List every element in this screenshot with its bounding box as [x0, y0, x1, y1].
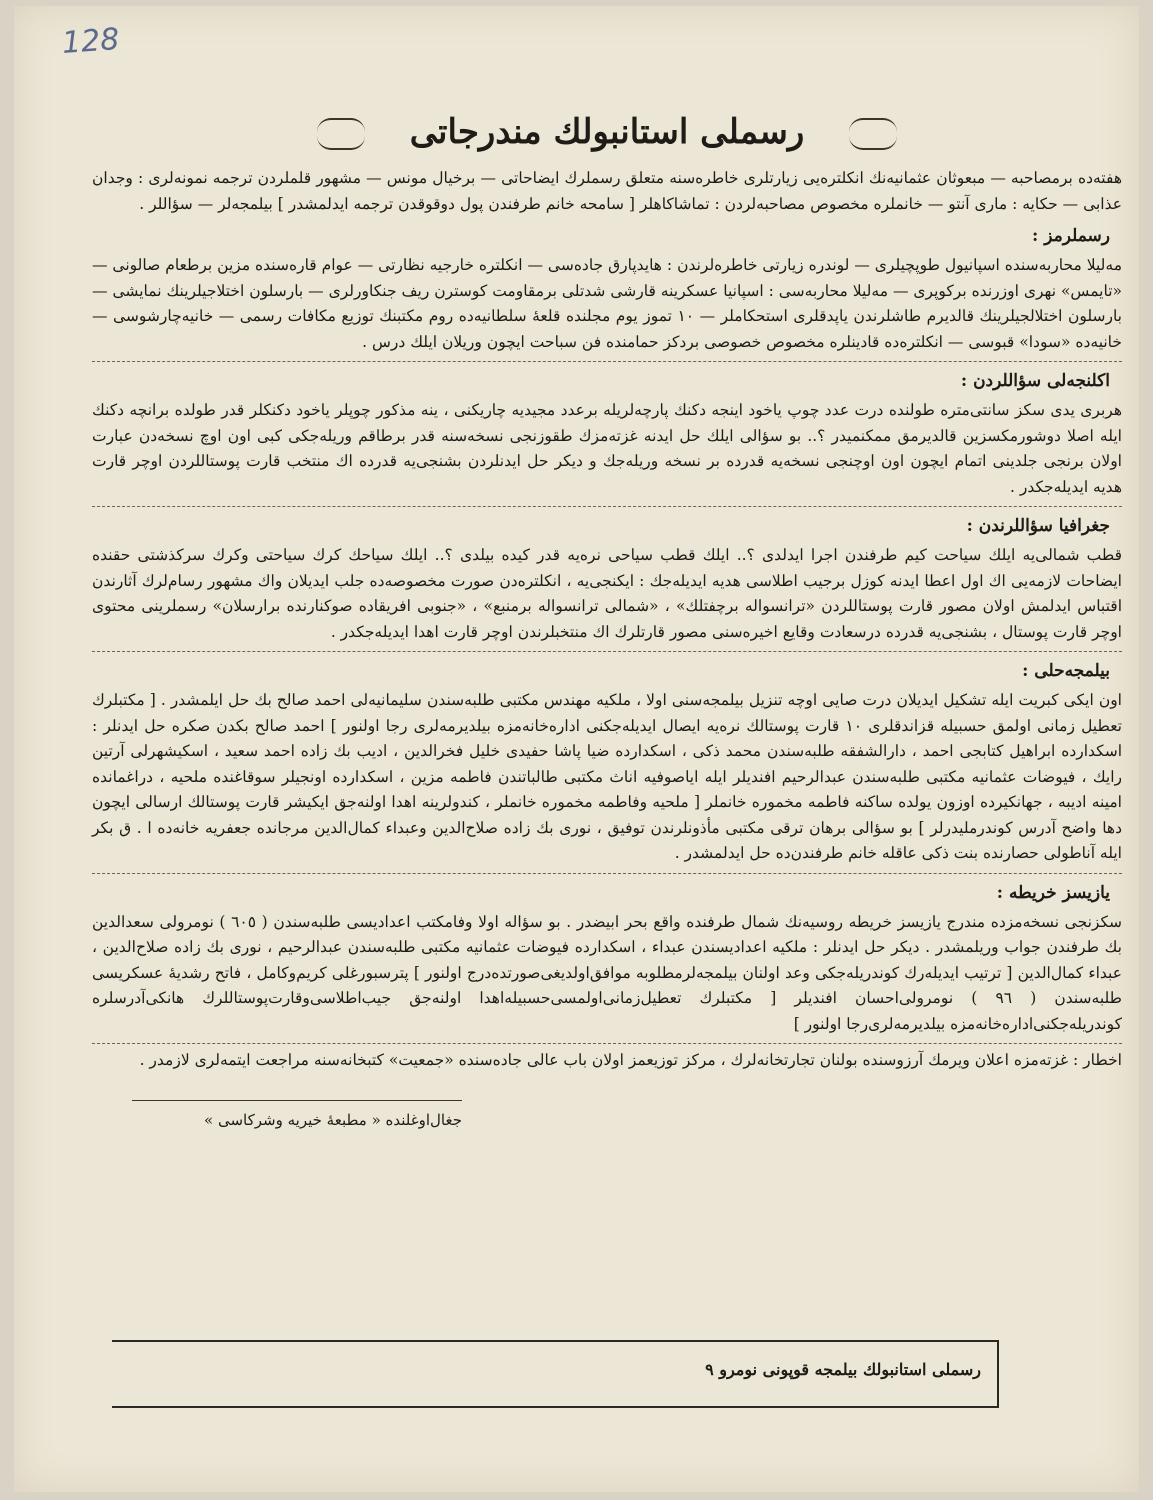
section-text-blank-map: سكزنجی نسخه‌مزده مندرج یازیسز خریطه روسیه‌نك شمال طرفنده واقع بحر ابیضدر . بو سؤاله اولا وفامكتب اعدادیسی طلبه‌سندن ( ٦٠٥ ) نومرولی سعدالدین بك طرفندن جواب وریلمشدر . دیكر حل ایدنلر : ملكیه اعدادیسندن عبداء ، اسكدارده فیوضات عثمانیه مكتبی طلبه‌سندن عبدالرحیم ، نوری بك زاده صلاح‌الدین ، عبداء كمال‌الدین [ ترتیب ایدیله‌رك كوندریله‌جكی وعد اولنان بیلمجه‌لرمطلوبه موافق‌اولدیغی‌صورتده‌درج اولنور ] پترسبورغلی كریم‌وكامل ، فاتح رشدیهٔ عسكریسی طلبه‌سندن ( ٩٦ ) نومرولی‌احسان افندیلر [ مكتبلرك تعطیل‌زمانی‌اولمسی‌حسبیله‌اهدا اولنه‌جق جیب‌اطلاسی‌وقارت‌پوستاللرك هانكی‌آدرسلره كوندریله‌جكنی‌اداره‌خانه‌مزه بیلدیرمه‌لری‌رجا اولنور ]	[92, 912, 1122, 1033]
section-divider	[92, 506, 1122, 507]
ornament-left-icon	[317, 118, 365, 150]
section-divider	[92, 651, 1122, 652]
printer-imprint: جغال‌اوغلنده « مطبعهٔ خیریه وشركاسی »	[132, 1100, 462, 1129]
section-text-riddle-solution: اون ایكی كبریت ایله تشكیل ایدیلان درت صایی اوچه تنزیل بیلمجه‌سنی اولا ، ملكیه مهندس مكتبی طلبه‌سندن سلیمانیه‌لی احمد صالح بك حل ایلمشدر . [ مكتبلرك تعطیل زمانی اولمق حسبیله قزاندقلری ۱۰ قارت پوستالك نره‌یه ایصال ایدیله‌جكنی اداره‌خانه‌مزه بیلدیرمه‌لری رجا اولنور ] احمد صالح بكدن صكره حل ایدنلر : اسكدارده ابراهیل كتابجی احمد ، دارالشفقه طلبه‌سندن محمد ذكی ، اسكدارده ضیا پاشا حفیدی خلیل فخرالدین ، ادیب بك زاده احمد سعید ، اسكیشهرلی آرتین رایك ، فیوضات عثمانیه مكتبی طلبه‌سندن عبدالرحیم افندیلر ایله ایاصوفیه اناث مكتبی طالباتندن فاطمه مزین ، اسكدارده اونجیلر سوقاغنده ملحیه ، دراغمانده امینه ادیبه ، جهانكیرده اوزون یولده ساكنه فاطمه مخموره خانملر [ ملحیه وفاطمه مخموره خانملر ، كندولرینه اهدا اولنه‌جق ایكیشر قارت پوستالك ارسالی ایچون دها واضح آدرس كوندرملیدرلر ] بو سؤالی برهان ترقی مكتبی مأذونلرندن توفیق ، نوری بك زاده صلاح‌الدین وعبداء كمال‌الدین مرجانده جعفریه خانه‌ده ا . ق بكر ایله آناطولی حصارنده بنت ذكی عاقله خانم طرفندن‌ده حل ایدلمشدر .	[92, 691, 1122, 862]
masthead-text: رسملی استانبولك مندرجاتی	[409, 112, 805, 152]
section-divider	[92, 873, 1122, 874]
section-text-pictures: مه‌لیلا محاربه‌سنده اسپانیول طوپچیلری — لوندره زیارتی خاطره‌لرندن : هایدپارق جاده‌سی — انكلتره خارجیه نظارتی — عوام قاره‌سنده مزین برطعام صالونی — «تایمس» نهری اوزرنده بركوپری — مه‌لیلا محاربه‌سی : اسپانیا عسكرینه قارشی شدتلی برمقاومت كوسترن ریف جنكاورلری — بارسلون اختلاجیلرینك نمایشی — بارسلون اختلالجیلرینك قالدیرم طاشلرندن یاپدقلری استحكاملر — ۱۰ تموز یوم مجلنده قلعهٔ سلطانیه‌ده روم مكتبنك توزیع مكافات رسمی — خانیه‌چارشوسی — خانیه‌ده «سودا» قبوسی — انكلتره‌ده قادینلره مخصوص خصوصی بردكز حمامنده فن سباحت ایچون وریلان ایلك درس .	[92, 256, 1123, 351]
coupon-label: رسملی استانبولك بیلمجه قوپونی نومرو ٩	[705, 1360, 981, 1379]
folio-number: 128	[60, 22, 121, 61]
masthead-title	[92, 106, 1122, 158]
section-heading-riddle-solution: بیلمجه‌حلی :	[1022, 661, 1110, 681]
section-heading-pictures: رسملرمز :	[1032, 226, 1110, 246]
section-heading-geography: جغرافیا سؤاللرندن :	[966, 516, 1110, 536]
section-divider	[92, 361, 1122, 362]
section-text-geography: قطب شمالی‌یه ایلك سیاحت كیم طرفندن اجرا ایدلدی ؟.. ایلك قطب سیاحی نره‌یه قدر كیده بیلدی ؟.. ایلك سیاحك كرك سیاحتی وكرك سركذشتی حقنده ایضاحات لازمه‌یی اك اول اعطا ایدنه كوزل برجیب اطلاسی هدیه ایدیله‌جك : ایكنجی‌یه ، انكلتره‌دن صورت مخصوصه‌ده جلب ایدیلان واك مشهور رسام‌لرك آثارندن اقتباس ایدلمش اولان مصور قارت پوستاللردن «ترانسواله برچفتلك» ، «شمالی ترانسواله برمنبع» ، «جنوبی افریقاده صوكنارنده برارسلان» رسملرینی محتوی اوچر قارت پوستال ، بشنجی‌یه قدرده درسعادت وقایع اخیره‌سنی مصور قارتلرك اك منتخبلرندن اوچر قارت اهدا ایدیله‌جكدر .	[92, 546, 1122, 641]
section-divider	[92, 1043, 1122, 1044]
notice-text: اخطار : غزته‌مزه اعلان ویرمك آرزوسنده بولنان تجارتخانه‌لرك ، مركز توزیعمز اولان باب عالی جاده‌سنده «جمعیت» كتبخانه‌سنه مراجعت ایتمه‌لری لازمدر .	[139, 1051, 1122, 1069]
ornament-right-icon	[849, 118, 897, 150]
page-sheet	[14, 6, 1139, 1492]
contents-column	[92, 106, 1122, 1129]
riddle-coupon	[112, 1340, 999, 1408]
section-heading-amusing-questions: اكلنجه‌لی سؤاللردن :	[960, 371, 1110, 391]
section-heading-blank-map: یازیسز خریطه :	[996, 882, 1110, 903]
contents-summary: هفته‌ده برمصاحبه — مبعوثان عثمانیه‌نك انكلتره‌یی زیارتلری خاطره‌سنه متعلق رسملرك ایضاحاتی — برخیال مونس — مشهور قلملردن ترجمه نمونه‌لری : وجدان عذابی — حكایه : ماری آنتو — خانملره مخصوص مصاحبه‌لردن : تماشاكاهلر [ سامحه خانم طرفندن پول دوقوقدن ترجمه ایدلمشدر ] بیلمجه‌لر — سؤاللر .	[92, 169, 1122, 213]
section-text-amusing-questions: هربری یدی سكز سانتی‌متره طولنده درت عدد چوپ یاخود اینجه دكنك پارچه‌لریله برعدد مجیدیه چاریكنی ، ینه مذكور چوپلر یاخود دكنكلر قدر طولده برانچه دكنك ایله اصلا دوشورمكسزین قالدیرمق ممكنمیدر ؟.. بو سؤالی ایلك حل ایدنه غزته‌مزك طقوزنجی نسخه‌سنه قدر برطاقم وریله‌جكی كبی اون اوچ نسخه‌دن عبارت اولان برنجی جلدینی اتمام ایچون اون اوچنجی نسخه‌یه قدرده بر نسخه وریله‌جك و دیكر حل ایدنلردن بشنجی‌یه قدرده اك منتخب قارت پوستاللردن اوچر قارت هدیه ایدیله‌جكدر .	[92, 401, 1122, 496]
